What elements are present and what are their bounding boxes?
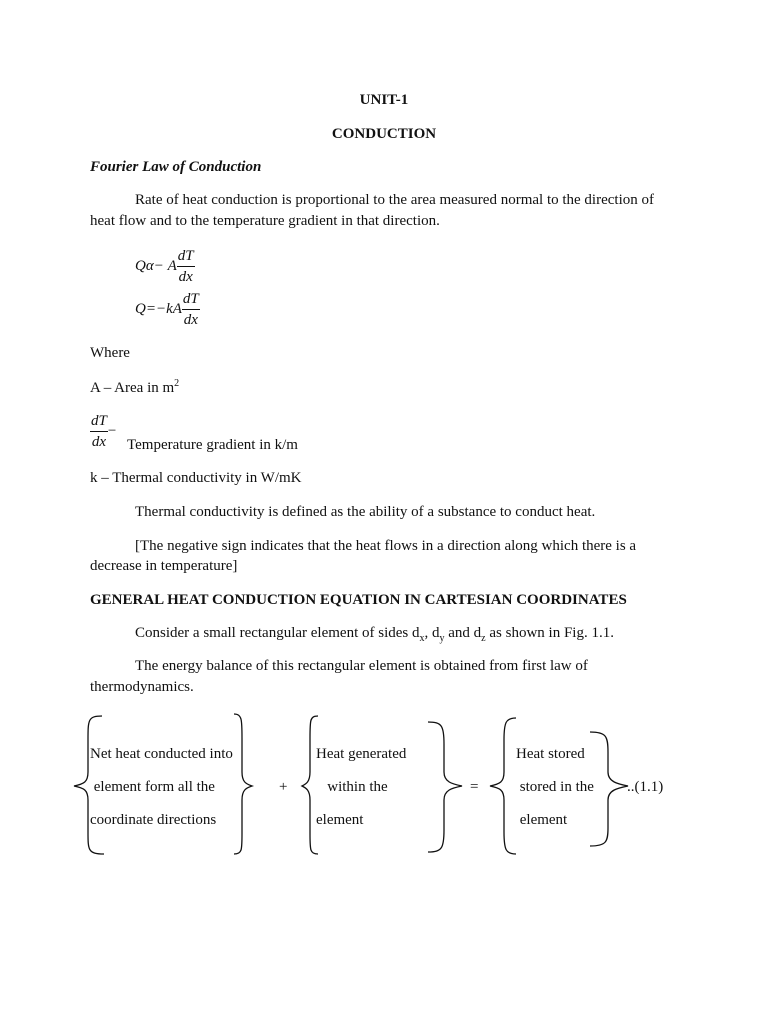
fourier-para-line1: Rate of heat conduction is proportional to the area measured normal to the direction of bbox=[135, 192, 654, 208]
group1-line3: coordinate directions bbox=[90, 812, 217, 828]
thermal-conductivity-definition: Thermal conductivity is defined as the ability of a substance to conduct heat. bbox=[135, 504, 596, 520]
where-label: Where bbox=[90, 345, 130, 361]
eq1-fraction bbox=[177, 246, 195, 287]
eq2-den: dx bbox=[183, 312, 198, 328]
eq2-lhs: Q=−kA bbox=[135, 300, 182, 317]
negative-sign-note-line1: [The negative sign indicates that the heat flows in a direction along which there is a bbox=[135, 538, 637, 554]
fourier-para-line2: heat flow and to the temperature gradient in that direction. bbox=[90, 213, 440, 229]
k-definition: k – Thermal conductivity in W/mK bbox=[90, 470, 302, 486]
group3-left-brace bbox=[490, 718, 516, 854]
sub-x: x bbox=[419, 633, 425, 644]
consider-sep2: and d bbox=[444, 625, 482, 641]
equation-proportional bbox=[135, 246, 195, 287]
fourier-title: Fourier Law of Conduction bbox=[90, 159, 262, 175]
plus-sign: + bbox=[279, 779, 288, 795]
group2-right-brace bbox=[428, 722, 462, 852]
negative-sign-note-line2: decrease in temperature] bbox=[90, 558, 238, 574]
sub-z: z bbox=[481, 633, 486, 644]
gradient-text: Temperature gradient in k/m bbox=[127, 437, 298, 453]
consider-element-text bbox=[135, 625, 614, 644]
group2-line3: element bbox=[316, 812, 364, 828]
group1-line2: element form all the bbox=[90, 779, 215, 795]
group3-line1: Heat stored bbox=[516, 746, 585, 762]
energy-balance-line2: thermodynamics. bbox=[90, 679, 194, 695]
eq2-fraction bbox=[182, 289, 200, 330]
unit-heading: UNIT-1 bbox=[359, 92, 409, 108]
area-sup: 2 bbox=[174, 378, 180, 389]
eq1-den: dx bbox=[178, 269, 193, 285]
gradient-num: dT bbox=[90, 411, 108, 432]
consider-pre: Consider a small rectangular element of sides d bbox=[135, 625, 420, 641]
consider-sep1: , d bbox=[424, 625, 440, 641]
group3-right-brace bbox=[590, 732, 628, 846]
energy-balance-line1: The energy balance of this rectangular element is obtained from first law of bbox=[135, 658, 588, 674]
sub-y: y bbox=[439, 633, 445, 644]
eq1-num: dT bbox=[177, 246, 195, 267]
equals-sign: = bbox=[470, 779, 479, 795]
eq2-num: dT bbox=[182, 289, 200, 310]
gradient-den: dx bbox=[91, 434, 106, 450]
general-equation-title: GENERAL HEAT CONDUCTION EQUATION IN CARTESIAN COORDINATES bbox=[90, 592, 627, 608]
equation-number: ..(1.1) bbox=[627, 779, 664, 795]
group1-line1: Net heat conducted into bbox=[90, 746, 233, 762]
equation-fourier bbox=[135, 289, 200, 330]
group2-line1: Heat generated bbox=[316, 746, 407, 762]
area-definition bbox=[90, 378, 179, 397]
group3-line3: element bbox=[516, 812, 568, 828]
gradient-fraction-block bbox=[90, 411, 116, 452]
eq1-lhs: Qα− A bbox=[135, 257, 177, 274]
group3-line2: stored in the bbox=[516, 779, 594, 795]
gradient-dash: − bbox=[107, 423, 117, 439]
group2-line2: within the bbox=[316, 779, 388, 795]
gradient-fraction bbox=[90, 411, 108, 452]
consider-post: as shown in Fig. 1.1. bbox=[485, 625, 614, 641]
area-text: A – Area in m bbox=[90, 380, 175, 396]
topic-heading: CONDUCTION bbox=[331, 126, 437, 142]
group1-right-brace bbox=[234, 714, 252, 854]
